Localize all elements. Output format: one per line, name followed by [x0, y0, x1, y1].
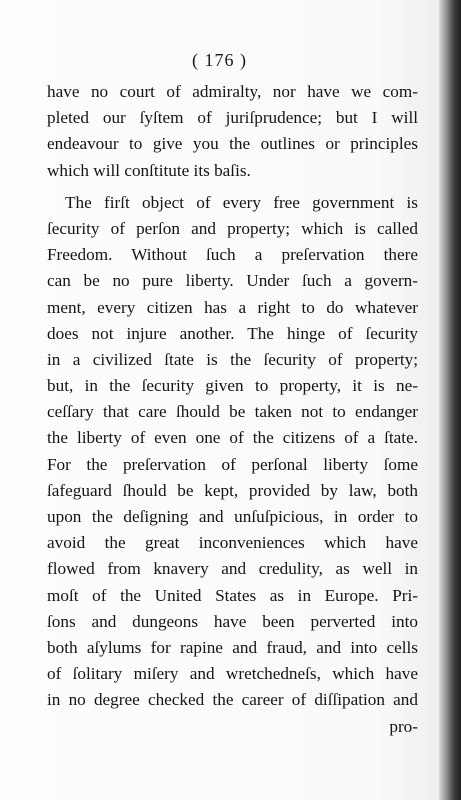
text-line: ment, every citizen has a right to do whatever: [47, 297, 418, 317]
text-line: moſt of the United States as in Europe. Pri-: [47, 585, 418, 605]
text-line: ſons and dungeons have been perverted into: [47, 611, 418, 631]
text-line: The firſt object of every free government is: [65, 192, 418, 212]
text-line: ſafeguard ſhould be kept, provided by law, both: [47, 480, 418, 500]
text-line: in no degree checked the career of diſſipation and: [47, 690, 418, 710]
text-line: pleted our ſyſtem of juriſprudence; but I will: [47, 108, 418, 128]
catchword: pro-: [389, 716, 418, 736]
text-line: avoid the great inconveniences which have: [47, 533, 418, 553]
text-line: ceſſary that care ſhould be taken not to endanger: [47, 402, 418, 422]
text-line: endeavour to give you the outlines or principles: [47, 134, 418, 154]
text-line: have no court of admiralty, nor have we com-: [47, 82, 418, 101]
page-edge-shadow: [439, 0, 461, 800]
page-number: ( 176 ): [192, 50, 247, 70]
text-line: For the preſervation of perſonal liberty ſome: [47, 454, 418, 474]
text-line: upon the deſigning and unſuſpicious, in order to: [47, 507, 418, 526]
text-line: the liberty of even one of the citizens of a ſtate.: [47, 428, 418, 448]
text-line: in a civilized ſtate is the ſecurity of property;: [47, 349, 418, 369]
text-line: of ſolitary miſery and wretchedneſs, which have: [47, 664, 418, 684]
text-line: both aſylums for rapine and fraud, and into cells: [47, 637, 418, 657]
body-text: [47, 79, 418, 740]
text-line: which will conſtitute its baſis.: [47, 160, 251, 180]
text-line: Freedom. Without ſuch a preſervation there: [47, 245, 418, 265]
text-line: does not injure another. The hinge of ſecurity: [47, 323, 418, 343]
text-line: flowed from knavery and credulity, as well in: [47, 559, 418, 579]
text-line: but, in the ſecurity given to property, it is ne-: [47, 376, 418, 396]
text-line: can be no pure liberty. Under ſuch a govern-: [47, 271, 418, 291]
text-line: ſecurity of perſon and property; which is called: [47, 218, 418, 238]
